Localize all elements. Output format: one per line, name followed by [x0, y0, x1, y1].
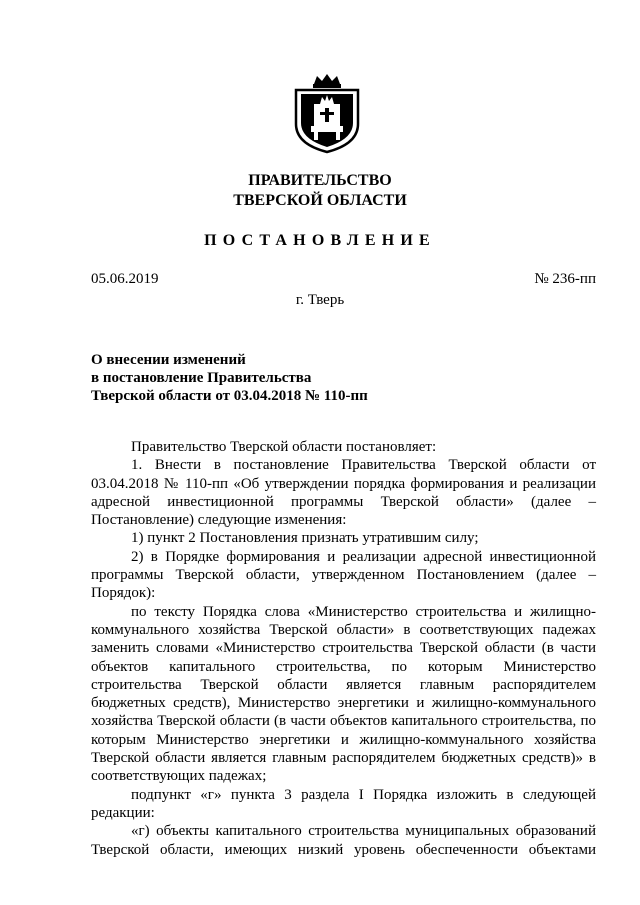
government-title-line2: ТВЕРСКОЙ ОБЛАСТИ — [233, 192, 407, 209]
paragraph-subpoint-g: подпункт «г» пункта 3 раздела I Порядка изложить в следующей редакции: — [91, 786, 596, 821]
paragraph-subitem-1: 1) пункт 2 Постановления признать утратившим силу; — [131, 530, 479, 547]
subject-line1: О внесении изменений — [91, 352, 246, 368]
government-title-line1: ПРАВИТЕЛЬСТВО — [248, 172, 392, 189]
paragraph-quote-g: «г) объекты капитального строительства муниципальных образований Тверской области, имеющих низкий уровень обеспеченности объектами — [91, 823, 596, 858]
document-number: № 236-пп — [534, 271, 596, 287]
document-type-title: ПОСТАНОВЛЕНИЕ — [204, 232, 436, 249]
paragraph-preamble: Правительство Тверской области постановляет: — [131, 439, 437, 455]
subject-line2: в постановление Правительства — [91, 370, 312, 386]
document-subject — [91, 351, 368, 405]
document-city: г. Тверь — [295, 292, 345, 308]
document-date: 05.06.2019 — [91, 271, 159, 287]
paragraph-subitem-2: 2) в Порядке формирования и реализации адресной инвестиционной программы Тверской области, утвержденном Постановлением (далее – Порядок): — [91, 548, 596, 602]
subject-line3: Тверской области от 03.04.2018 № 110-пп — [91, 388, 368, 404]
document-body — [91, 438, 596, 859]
paragraph-item-1: 1. Внести в постановление Правительства Тверской области от 03.04.2018 № 110-пп «Об утверждении порядка формирования и реализации адресной инвестиционной программы Тверской области» (далее – Постановление) следующие изменения: — [91, 457, 596, 529]
coat-of-arms-icon — [292, 72, 362, 154]
paragraph-replacement: по тексту Порядка слова «Министерство строительства и жилищно-коммунального хозяйства Тверской области» в соответствующих падежах заменить словами «Министерство строительства Тверской области (в части объектов капитального строительства, по которым Министерство строительства Тверской области является главным распорядителем бюджетных средств), Министерство энергетики и жилищно-коммунального хозяйства Тверской области (в части объектов капитального строительства, по которым Министерство энергетики и жилищно-коммунального хозяйства Тверской области является главным распорядителем бюджетных средств)» в соответствующих падежах; — [91, 603, 596, 785]
